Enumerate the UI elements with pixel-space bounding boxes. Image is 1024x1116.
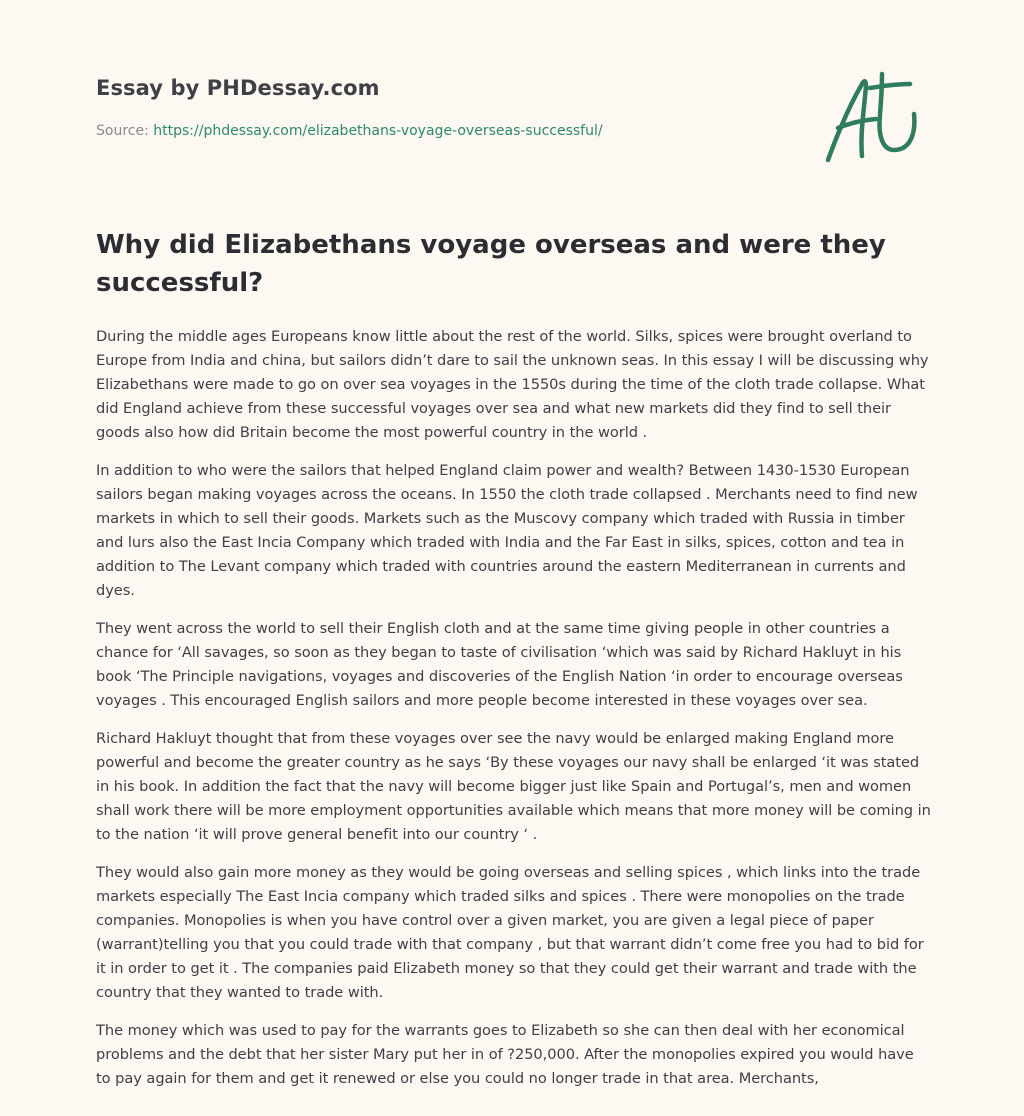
essay-paragraph: During the middle ages Europeans know little about the rest of the world. Silks, spices were brought overland to Europe from India and china, but sailors didn’t dare to sail the unknown seas. In this essay I will be discussing why Elizabethans were made to go on over sea voyages in the 1550s during the time of the cloth trade collapse. What did England achieve from these successful voyages over sea and what new markets did they find to sell their goods also how did Britain become the most powerful country in the world . <box>96 328 929 441</box>
source-label: Source: <box>96 123 154 139</box>
essay-body <box>96 325 932 1105</box>
page-header <box>96 76 796 139</box>
essay-title: Why did Elizabethans voyage overseas and were they successful? <box>96 230 886 298</box>
site-brand: Essay by PHDessay.com <box>96 76 380 100</box>
essay-paragraph: The money which was used to pay for the warrants goes to Elizabeth so she can then deal with her economical problems and the debt that her sister Mary put her in of ?250,000. After the monopolies expired you would have to pay again for them and get it renewed or else you could no longer trade in that area. Merchants, <box>96 1022 914 1087</box>
essay-paragraph: They went across the world to sell their English cloth and at the same time giving people in other countries a chance for ‘All savages, so soon as they began to taste of civilisation ‘which was said by Richard Hakluyt in his book ‘The Principle navigations, voyages and discoveries of the English Nation ‘in order to encourage overseas voyages . This encouraged English sailors and more people become interested in these voyages over sea. <box>96 620 903 709</box>
source-link[interactable]: https://phdessay.com/elizabethans-voyage-overseas-successful/ <box>153 123 603 139</box>
source-line <box>96 123 796 139</box>
essay-paragraph: They would also gain more money as they would be going overseas and selling spices , which links into the trade markets especially The East Incia company which traded silks and spices . There were monopolies on the trade companies. Monopolies is when you have control over a given market, you are given a legal piece of paper (warrant)telling you that you could trade with that company , but that warrant didn’t come free you had to bid for it in order to get it . The companies paid Elizabeth money so that they could get their warrant and trade with the country that they wanted to trade with. <box>96 864 924 1001</box>
essay-paragraph: In addition to who were the sailors that helped England claim power and wealth? Between 1430-1530 European sailors began making voyages across the oceans. In 1550 the cloth trade collapsed . Merchants need to find new markets in which to sell their goods. Markets such as the Muscovy company which traded with Russia in timber and lurs also the East Incia Company which traded with India and the Far East in silks, spices, cotton and tea in addition to The Levant company which traded with countries around the eastern Mediterranean in currents and dyes. <box>96 462 918 599</box>
a-plus-logo-icon <box>818 68 930 168</box>
essay-paragraph: Richard Hakluyt thought that from these voyages over see the navy would be enlarged making England more powerful and become the greater country as he says ‘By these voyages our navy shall be enlarged ‘it was stated in his book. In addition the fact that the navy will become bigger just like Spain and Portugal’s, men and women shall work there will be more employment opportunities available which means that more money will be coming in to the nation ‘it will prove general benefit into our country ‘ . <box>96 730 931 843</box>
